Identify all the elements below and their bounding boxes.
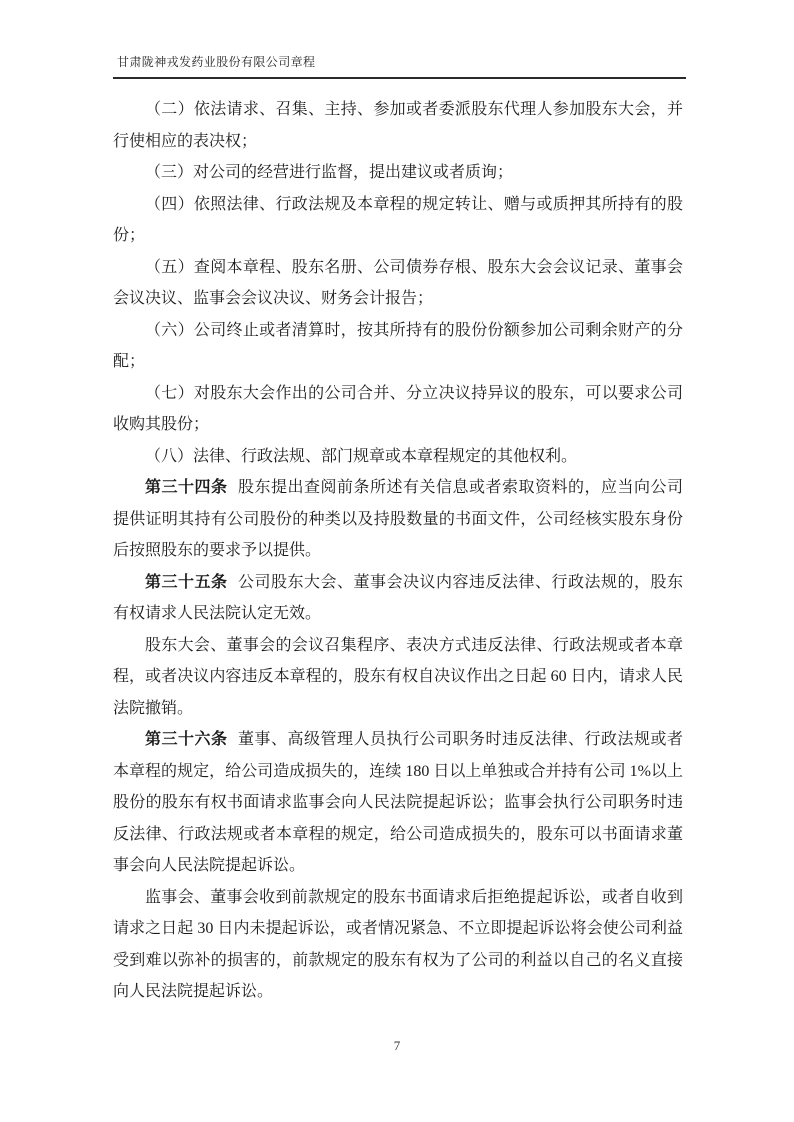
- paragraph-text: （八）法律、行政法规、部门规章或本章程规定的其他权利。: [145, 447, 578, 465]
- paragraph: [113, 441, 683, 473]
- paragraph: [113, 882, 683, 1008]
- article-number: 第三十五条: [145, 573, 228, 591]
- paragraph-text: （四）依照法律、行政法规及本章程的规定转让、赠与或质押其所持有的股份；: [113, 195, 683, 244]
- paragraph-text: （三）对公司的经营进行监督，提出建议或者质询；: [145, 164, 514, 181]
- header-title: 甘肃陇神戎发药业股份有限公司章程: [117, 55, 316, 69]
- paragraph-text: （五）查阅本章程、股东名册、公司债券存根、股东大会会议记录、董事会会议决议、监事会会议决议、财务会计报告；: [113, 258, 683, 307]
- article-number: 第三十四条: [145, 479, 228, 496]
- paragraph: [113, 157, 683, 189]
- page-number: 7: [393, 1038, 401, 1053]
- paragraph: [113, 378, 683, 441]
- paragraph-text: 股东提出查阅前条所述有关信息或者索取资料的，应当向公司提供证明其持有公司股份的种类以及持股数量的书面文件，公司经核实股东身份后按照股东的要求予以提供。: [113, 479, 683, 559]
- page-footer: [0, 1038, 794, 1054]
- paragraph-text: （六）公司终止或者清算时，按其所持有的股份份额参加公司剩余财产的分配；: [113, 321, 683, 370]
- paragraph-text: （七）对股东大会作出的公司合并、分立决议持异议的股东，可以要求公司收购其股份；: [113, 384, 683, 433]
- paragraph-text: 股东大会、董事会的会议召集程序、表决方式违反法律、行政法规或者本章程，或者决议内容违反本章程的，股东有权自决议作出之日起 60 日内，请求人民法院撤销。: [113, 636, 683, 717]
- paragraph-text: 董事、高级管理人员执行公司职务时违反法律、行政法规或者本章程的规定，给公司造成损失的，连续 180 日以上单独或合并持有公司 1%以上股份的股东有权书面请求监事会向人民法院提起诉讼；监事会执行公司职务时违反法律、行政法规或者本章程的规定，给公司造成损失的，股东可以书面请求董事会向人民法院提起诉讼。: [113, 731, 683, 874]
- page-header: [113, 54, 686, 79]
- paragraph: [113, 94, 683, 157]
- article-paragraph: [113, 472, 683, 567]
- paragraph: [113, 630, 683, 725]
- paragraph-text: 公司股东大会、董事会决议内容违反法律、行政法规的，股东有权请求人民法院认定无效。: [113, 573, 683, 622]
- paragraph-text: （二）依法请求、召集、主持、参加或者委派股东代理人参加股东大会，并行使相应的表决权；: [113, 101, 683, 150]
- paragraph-text: 监事会、董事会收到前款规定的股东书面请求后拒绝提起诉讼，或者自收到请求之日起 30 日内未提起诉讼，或者情况紧急、不立即提起诉讼将会使公司利益受到难以弥补的损害的，前款规定的股东有权为了公司的利益以自己的名义直接向人民法院提起诉讼。: [113, 888, 683, 1000]
- document-body: [113, 94, 683, 1008]
- paragraph: [113, 252, 683, 315]
- paragraph: [113, 315, 683, 378]
- article-paragraph: [113, 567, 683, 630]
- article-number: 第三十六条: [145, 731, 228, 748]
- article-paragraph: [113, 724, 683, 882]
- paragraph: [113, 189, 683, 252]
